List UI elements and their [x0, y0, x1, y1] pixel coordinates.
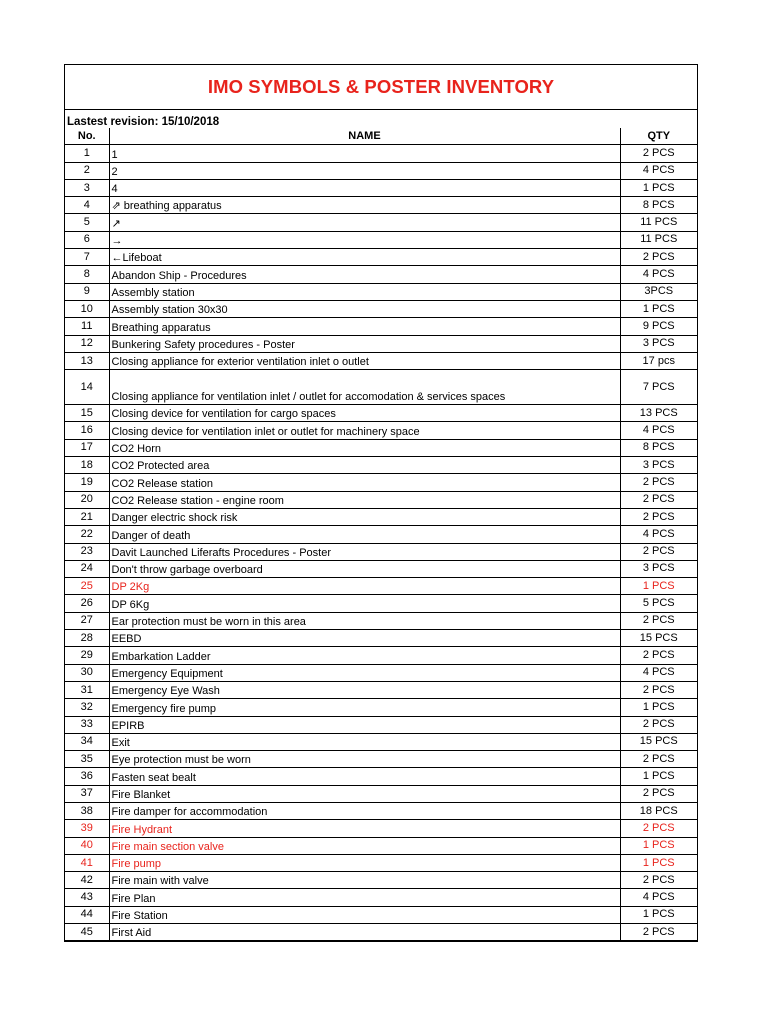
cell-qty: 4 PCS — [620, 526, 697, 543]
table-row — [65, 872, 697, 889]
table-row — [65, 733, 697, 750]
cell-qty: 1 PCS — [620, 179, 697, 196]
cell-qty: 2 PCS — [620, 647, 697, 664]
cell-name: 1 — [109, 145, 620, 162]
cell-no: 2 — [65, 162, 109, 179]
cell-no: 45 — [65, 924, 109, 941]
table-row — [65, 785, 697, 802]
table-row — [65, 370, 697, 405]
cell-qty: 1 PCS — [620, 768, 697, 785]
cell-name: ←Lifeboat — [109, 249, 620, 266]
cell-name: Fire main with valve — [109, 872, 620, 889]
cell-name: Danger of death — [109, 526, 620, 543]
cell-no: 42 — [65, 872, 109, 889]
cell-no: 36 — [65, 768, 109, 785]
cell-no: 37 — [65, 785, 109, 802]
column-header-qty: QTY — [620, 128, 697, 145]
cell-no: 13 — [65, 352, 109, 369]
cell-no: 8 — [65, 266, 109, 283]
cell-name: 2 — [109, 162, 620, 179]
cell-name: EPIRB — [109, 716, 620, 733]
cell-qty: 2 PCS — [620, 924, 697, 941]
table-row — [65, 681, 697, 698]
cell-qty: 2 PCS — [620, 751, 697, 768]
cell-qty: 1 PCS — [620, 699, 697, 716]
cell-name: Closing device for ventilation inlet or outlet for machinery space — [109, 422, 620, 439]
cell-qty: 3 PCS — [620, 560, 697, 577]
cell-no: 20 — [65, 491, 109, 508]
table-row — [65, 266, 697, 283]
cell-name: Breathing apparatus — [109, 318, 620, 335]
cell-no: 38 — [65, 802, 109, 819]
table-row — [65, 457, 697, 474]
cell-qty: 1 PCS — [620, 300, 697, 317]
cell-qty: 4 PCS — [620, 889, 697, 906]
cell-qty: 4 PCS — [620, 162, 697, 179]
table-row — [65, 300, 697, 317]
cell-no: 21 — [65, 508, 109, 525]
cell-no: 12 — [65, 335, 109, 352]
cell-name: → — [109, 231, 620, 248]
cell-no: 4 — [65, 197, 109, 214]
table-row — [65, 335, 697, 352]
cell-no: 10 — [65, 300, 109, 317]
cell-no: 28 — [65, 630, 109, 647]
cell-name: Fire damper for accommodation — [109, 802, 620, 819]
table-row — [65, 352, 697, 369]
cell-name: EEBD — [109, 630, 620, 647]
cell-name: Assembly station 30x30 — [109, 300, 620, 317]
table-body — [65, 145, 697, 941]
cell-no: 14 — [65, 370, 109, 405]
table-row — [65, 664, 697, 681]
cell-name: Emergency fire pump — [109, 699, 620, 716]
revision-row — [65, 110, 697, 128]
cell-qty: 3 PCS — [620, 457, 697, 474]
cell-qty: 13 PCS — [620, 405, 697, 422]
cell-no: 35 — [65, 751, 109, 768]
cell-no: 25 — [65, 578, 109, 595]
table-row — [65, 508, 697, 525]
title-row — [65, 65, 697, 110]
cell-name: Fire Hydrant — [109, 820, 620, 837]
cell-qty: 8 PCS — [620, 439, 697, 456]
cell-qty: 2 PCS — [620, 249, 697, 266]
table-row — [65, 647, 697, 664]
cell-name: Assembly station — [109, 283, 620, 300]
table-row — [65, 474, 697, 491]
cell-qty: 2 PCS — [620, 508, 697, 525]
cell-qty: 2 PCS — [620, 145, 697, 162]
table-row — [65, 318, 697, 335]
cell-no: 6 — [65, 231, 109, 248]
cell-name: Fire Station — [109, 906, 620, 923]
cell-qty: 15 PCS — [620, 630, 697, 647]
cell-name: 4 — [109, 179, 620, 196]
header-row — [65, 128, 697, 145]
cell-qty: 4 PCS — [620, 664, 697, 681]
cell-qty: 3PCS — [620, 283, 697, 300]
cell-no: 9 — [65, 283, 109, 300]
cell-no: 32 — [65, 699, 109, 716]
table-row — [65, 751, 697, 768]
cell-name: ⇗ breathing apparatus — [109, 197, 620, 214]
cell-no: 29 — [65, 647, 109, 664]
cell-no: 33 — [65, 716, 109, 733]
table-row — [65, 802, 697, 819]
cell-qty: 2 PCS — [620, 681, 697, 698]
cell-name: Fire Blanket — [109, 785, 620, 802]
cell-name: Closing appliance for ventilation inlet / outlet for accomodation & services spaces — [109, 370, 620, 405]
table-row — [65, 422, 697, 439]
cell-name: CO2 Release station — [109, 474, 620, 491]
table-row — [65, 491, 697, 508]
cell-no: 7 — [65, 249, 109, 266]
cell-name: Davit Launched Liferafts Procedures - Poster — [109, 543, 620, 560]
cell-name: Fire pump — [109, 854, 620, 871]
table-row — [65, 249, 697, 266]
table-row — [65, 439, 697, 456]
cell-no: 27 — [65, 612, 109, 629]
cell-qty: 18 PCS — [620, 802, 697, 819]
cell-name: CO2 Horn — [109, 439, 620, 456]
cell-qty: 8 PCS — [620, 197, 697, 214]
cell-name: Danger electric shock risk — [109, 508, 620, 525]
cell-qty: 7 PCS — [620, 370, 697, 405]
cell-qty: 2 PCS — [620, 716, 697, 733]
cell-no: 16 — [65, 422, 109, 439]
cell-no: 17 — [65, 439, 109, 456]
cell-qty: 17 pcs — [620, 352, 697, 369]
table-row — [65, 543, 697, 560]
table-row — [65, 820, 697, 837]
table-row — [65, 283, 697, 300]
cell-name: ↗ — [109, 214, 620, 231]
cell-no: 23 — [65, 543, 109, 560]
cell-no: 41 — [65, 854, 109, 871]
cell-name: Closing device for ventilation for cargo spaces — [109, 405, 620, 422]
cell-qty: 15 PCS — [620, 733, 697, 750]
cell-qty: 2 PCS — [620, 612, 697, 629]
cell-name: Exit — [109, 733, 620, 750]
cell-qty: 4 PCS — [620, 266, 697, 283]
table-row — [65, 405, 697, 422]
column-header-name: NAME — [109, 128, 620, 145]
table-row — [65, 560, 697, 577]
cell-name: Eye protection must be worn — [109, 751, 620, 768]
cell-name: DP 2Kg — [109, 578, 620, 595]
table-row — [65, 699, 697, 716]
table-row — [65, 889, 697, 906]
cell-name: Fire Plan — [109, 889, 620, 906]
cell-qty: 1 PCS — [620, 906, 697, 923]
cell-name: Closing appliance for exterior ventilation inlet o outlet — [109, 352, 620, 369]
cell-qty: 2 PCS — [620, 543, 697, 560]
cell-name: Don't throw garbage overboard — [109, 560, 620, 577]
cell-no: 31 — [65, 681, 109, 698]
cell-no: 39 — [65, 820, 109, 837]
table-row — [65, 197, 697, 214]
cell-name: First Aid — [109, 924, 620, 941]
inventory-table — [65, 128, 697, 941]
cell-no: 26 — [65, 595, 109, 612]
cell-qty: 2 PCS — [620, 491, 697, 508]
cell-name: Bunkering Safety procedures - Poster — [109, 335, 620, 352]
cell-name: Fasten seat bealt — [109, 768, 620, 785]
cell-qty: 3 PCS — [620, 335, 697, 352]
table-row — [65, 231, 697, 248]
table-row — [65, 612, 697, 629]
cell-no: 40 — [65, 837, 109, 854]
table-row — [65, 526, 697, 543]
cell-name: Abandon Ship - Procedures — [109, 266, 620, 283]
cell-no: 44 — [65, 906, 109, 923]
cell-qty: 2 PCS — [620, 820, 697, 837]
cell-name: Fire main section valve — [109, 837, 620, 854]
table-row — [65, 162, 697, 179]
cell-qty: 4 PCS — [620, 422, 697, 439]
table-header — [65, 128, 697, 145]
table-row — [65, 924, 697, 941]
cell-qty: 2 PCS — [620, 872, 697, 889]
cell-no: 15 — [65, 405, 109, 422]
cell-no: 24 — [65, 560, 109, 577]
table-row — [65, 595, 697, 612]
table-row — [65, 145, 697, 162]
cell-qty: 2 PCS — [620, 785, 697, 802]
table-row — [65, 630, 697, 647]
column-header-no: No. — [65, 128, 109, 145]
cell-name: DP 6Kg — [109, 595, 620, 612]
cell-qty: 5 PCS — [620, 595, 697, 612]
cell-no: 43 — [65, 889, 109, 906]
table-row — [65, 906, 697, 923]
cell-no: 3 — [65, 179, 109, 196]
cell-qty: 9 PCS — [620, 318, 697, 335]
table-row — [65, 578, 697, 595]
page-title: IMO SYMBOLS & POSTER INVENTORY — [207, 76, 555, 97]
cell-name: Emergency Equipment — [109, 664, 620, 681]
inventory-sheet — [64, 64, 698, 942]
cell-no: 34 — [65, 733, 109, 750]
cell-qty: 1 PCS — [620, 578, 697, 595]
cell-no: 22 — [65, 526, 109, 543]
cell-qty: 11 PCS — [620, 231, 697, 248]
cell-no: 5 — [65, 214, 109, 231]
cell-no: 30 — [65, 664, 109, 681]
cell-qty: 1 PCS — [620, 837, 697, 854]
table-row — [65, 837, 697, 854]
cell-no: 18 — [65, 457, 109, 474]
table-row — [65, 179, 697, 196]
cell-name: CO2 Release station - engine room — [109, 491, 620, 508]
cell-name: Ear protection must be worn in this area — [109, 612, 620, 629]
cell-no: 19 — [65, 474, 109, 491]
cell-no: 11 — [65, 318, 109, 335]
cell-qty: 11 PCS — [620, 214, 697, 231]
table-row — [65, 768, 697, 785]
table-row — [65, 716, 697, 733]
revision-label: Lastest revision: 15/10/2018 — [67, 116, 220, 128]
table-row — [65, 214, 697, 231]
cell-qty: 2 PCS — [620, 474, 697, 491]
cell-qty: 1 PCS — [620, 854, 697, 871]
cell-name: Embarkation Ladder — [109, 647, 620, 664]
cell-name: CO2 Protected area — [109, 457, 620, 474]
table-row — [65, 854, 697, 871]
cell-name: Emergency Eye Wash — [109, 681, 620, 698]
cell-no: 1 — [65, 145, 109, 162]
